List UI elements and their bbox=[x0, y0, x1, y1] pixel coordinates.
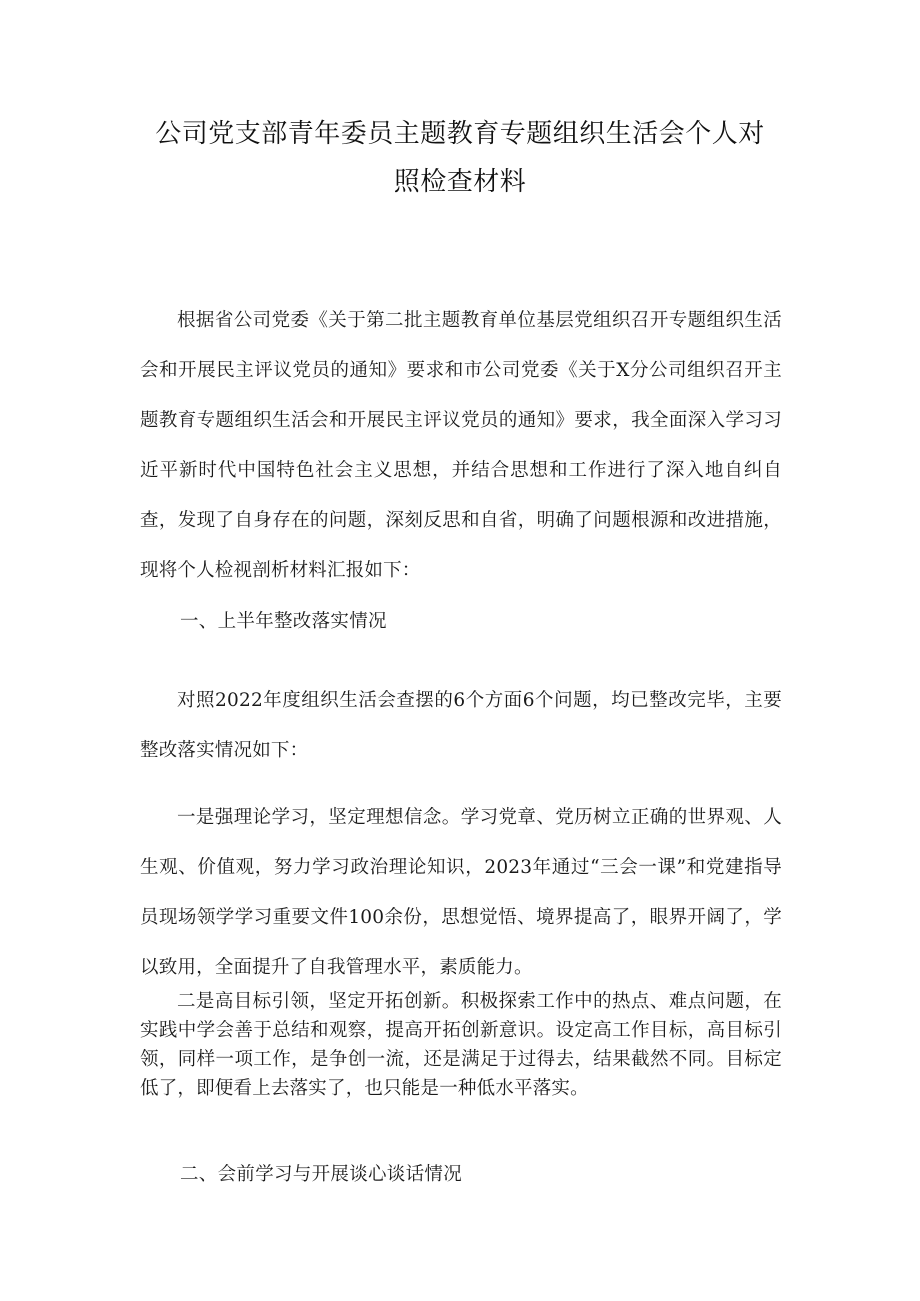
section-2-heading: 二、会前学习与开展谈心谈话情况 bbox=[180, 1164, 463, 1185]
document-title-line-1: 公司党支部青年委员主题教育专题组织生活会个人对 bbox=[155, 119, 765, 149]
point-1-paragraph: 一是强理论学习，坚定理想信念。学习党章、党历树立正确的世界观、人生观、价值观，努力学习政治理论知识，2023年通过“三会一课”和党建指导员现场领学学习重要文件100余份，思想觉悟、境界提高了，眼界开阔了，学以致用，全面提升了自我管理水平，素质能力。 bbox=[140, 807, 782, 978]
point-2-paragraph: 二是高目标引领，坚定开拓创新。积极探索工作中的热点、难点问题，在实践中学会善于总结和观察，提高开拓创新意识。设定高工作目标，高目标引领，同样一项工作，是争创一流，还是满足于过得去，结果截然不同。目标定低了，即便看上去落实了，也只能是一种低水平落实。 bbox=[140, 991, 782, 1099]
section-1-heading: 一、上半年整改落实情况 bbox=[180, 611, 387, 632]
intro-paragraph: 根据省公司党委《关于第二批主题教育单位基层党组织召开专题组织生活会和开展民主评议党员的通知》要求和市公司党委《关于X分公司组织召开主题教育专题组织生活会和开展民主评议党员的通知》要求，我全面深入学习习近平新时代中国特色社会主义思想，并结合思想和工作进行了深入地自纠自查，发现了自身存在的问题，深刻反思和自省，明确了问题根源和改进措施，现将个人检视剖析材料汇报如下： bbox=[140, 310, 782, 581]
section-1-intro-paragraph: 对照2022年度组织生活会查摆的6个方面6个问题，均已整改完毕，主要整改落实情况如下： bbox=[140, 690, 782, 761]
document-title-line-2: 照检查材料 bbox=[393, 167, 527, 197]
